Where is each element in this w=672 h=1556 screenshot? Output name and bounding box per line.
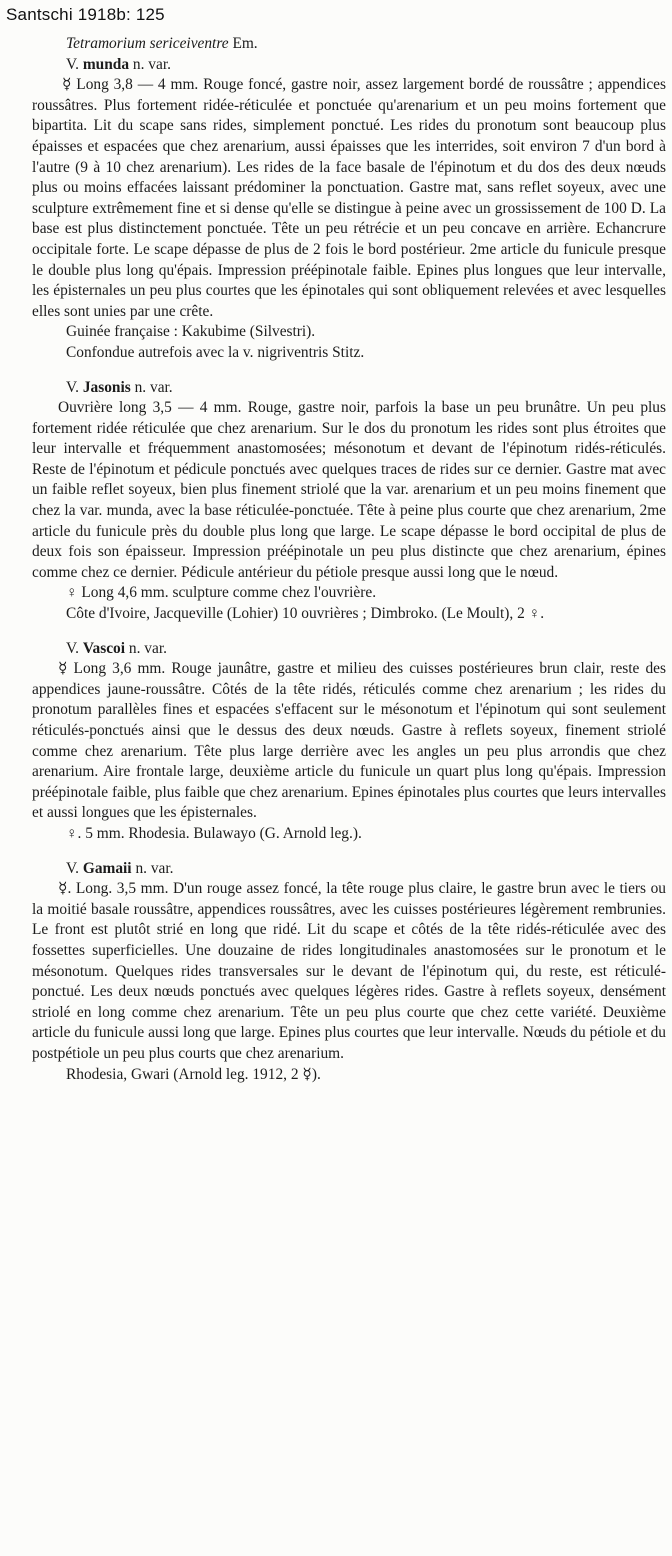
document-text	[32, 34, 666, 1085]
variety-suffix: n. var.	[132, 55, 171, 73]
variety-heading-jasonis	[32, 378, 666, 399]
variety-prefix: V.	[66, 378, 79, 396]
variety-suffix: n. var.	[128, 639, 167, 657]
variety-heading-gamaii	[32, 859, 666, 880]
variety-name: Jasonis	[82, 378, 131, 396]
species-name: Tetramorium sericeiventre	[66, 35, 229, 52]
variety-prefix: V.	[66, 55, 79, 73]
variety-name: Gamaii	[82, 859, 132, 877]
variety-prefix: V.	[66, 639, 79, 657]
locality-line: Rhodesia, Gwari (Arnold leg. 1912, 2 ☿).	[66, 1065, 321, 1083]
page-header: Santschi 1918b: 125	[6, 5, 165, 24]
variety-description-munda: ☿ Long 3,8 — 4 mm. Rouge foncé, gastre noir, assez largement bordé de roussâtre ; appendices roussâtres. Plus fortement ridée-réticulée et ponctuée qu'arenarium et un peu moins fortement que bipartita. Lit du scape sans rides, simplement ponctué. Les rides du pronotum sont beaucoup plus épaisses et espacées que chez arenarium, aussi épaisses que les interrides, soit environ 7 d'un bord à l'autre (9 à 10 chez arenarium). Les rides de la face basale de l'épinotum et du dos des deux nœuds plus ou moins effacées laissant prédominer la ponctuation. Gastre mat, sans reflet soyeux, avec une sculpture extrêmement fine et si dense qu'elle se distingue à peine avec un grossissement de 100 D. La base est plus distinctement ponctuée. Tête un peu rétrécie et un peu concave en arrière. Echancrure occipitale forte. Le scape dépasse de plus de 2 fois le bord postérieur. 2me article du funicule presque le double plus long qu'épais. Impression préépinotale faible. Epines plus longues que leur intervalle, les épisternales un peu plus courtes que les épinotales qui sont obliquement relevées et avec lesquelles elles sont unies par une crête.	[32, 76, 666, 320]
variety-description-jasonis: Ouvrière long 3,5 — 4 mm. Rouge, gastre noir, parfois la base un peu brunâtre. Un peu plus fortement ridée réticulée que chez arenarium. Sur le dos du pronotum les rides sont plus étroites que leur intervalle et fréquemment anastomosées; mésonotum et devant de l'épinotum ridés-réticulés. Reste de l'épinotum et pédicule ponctués avec quelques traces de rides sur ce dernier. Gastre mat avec un faible reflet soyeux, bien plus finement striolé que la var. arenarium et un peu moins finement que chez la var. munda, avec la base réticulée-ponctuée. Tête à peine plus courte que chez arenarium, 2me article du funicule près du double plus long que large. Le scape dépasse le bord occipital de plus de deux fois son épaisseur. Impression préépinotale un peu plus distincte que chez arenarium, épines comme chez ce dernier. Pédicule antérieur du pétiole presque aussi long que le nœud.	[32, 399, 666, 581]
species-author: Em.	[232, 35, 258, 52]
locality-line: Côte d'Ivoire, Jacqueville (Lohier) 10 ouvrières ; Dimbroko. (Le Moult), 2 ♀.	[66, 605, 545, 623]
locality-line: ♀. 5 mm. Rhodesia. Bulawayo (G. Arnold leg.).	[66, 824, 362, 842]
variety-name: munda	[82, 55, 130, 73]
variety-prefix: V.	[66, 859, 79, 877]
locality-line: Guinée française : Kakubime (Silvestri).	[66, 323, 316, 341]
variety-description-vascoi: ☿ Long 3,6 mm. Rouge jaunâtre, gastre et milieu des cuisses postérieures brun clair, reste des appendices jaune-roussâtre. Côtés de la tête ridés, réticulés comme chez arenarium ; les rides du pronotum parallèles fines et espacées s'effacent sur le mésonotum et l'épinotum qui sont seulement réticulés-ponctués ainsi que le dessus des deux nœuds. Gastre à reflets soyeux, finement striolé comme chez arenarium. Tête plus large derrière avec les angles un peu plus arrondis que chez arenarium. Aire frontale large, deuxième article du funicule un quart plus long qu'épais. Impression préépinotale faible, plus faible que chez arenarium. Epines épinotales plus courtes que leurs intervalles et aussi longues que les épisternales.	[32, 660, 666, 822]
species-title	[32, 34, 666, 55]
variety-description-gamaii: ☿. Long. 3,5 mm. D'un rouge assez foncé, la tête rouge plus claire, le gastre brun avec le tiers ou la moitié basale roussâtre, appendices roussâtres, avec les cuisses postérieures légèrement rembrunies. Le front est plutôt strié en long que ridé. Lit du scape et côtés de la tête ridés-réticulée avec des fossettes superficielles. Une douzaine de rides longitudinales anastomosées sur le pronotum et le mésonotum. Quelques rides transversales sur le devant de l'épinotum qui, du reste, est réticulé-ponctué. Les deux nœuds ponctués avec quelques légères rides. Gastre à reflets soyeux, densément striolé en long comme chez arenarium. Tête un peu plus courte que chez cette variété. Deuxième article du funicule aussi long que large. Epines plus courtes que leur intervalle. Nœuds du pétiole et du postpétiole un peu plus courts que chez arenarium.	[32, 880, 666, 1062]
variety-name: Vascoi	[82, 639, 126, 657]
female-description-line: ♀ Long 4,6 mm. sculpture comme chez l'ouvrière.	[66, 584, 377, 602]
note-line: Confondue autrefois avec la v. nigriventris Stitz.	[66, 343, 365, 361]
variety-heading-vascoi	[32, 639, 666, 660]
variety-heading-munda	[32, 55, 666, 76]
variety-suffix: n. var.	[134, 378, 173, 396]
variety-suffix: n. var.	[135, 859, 174, 877]
